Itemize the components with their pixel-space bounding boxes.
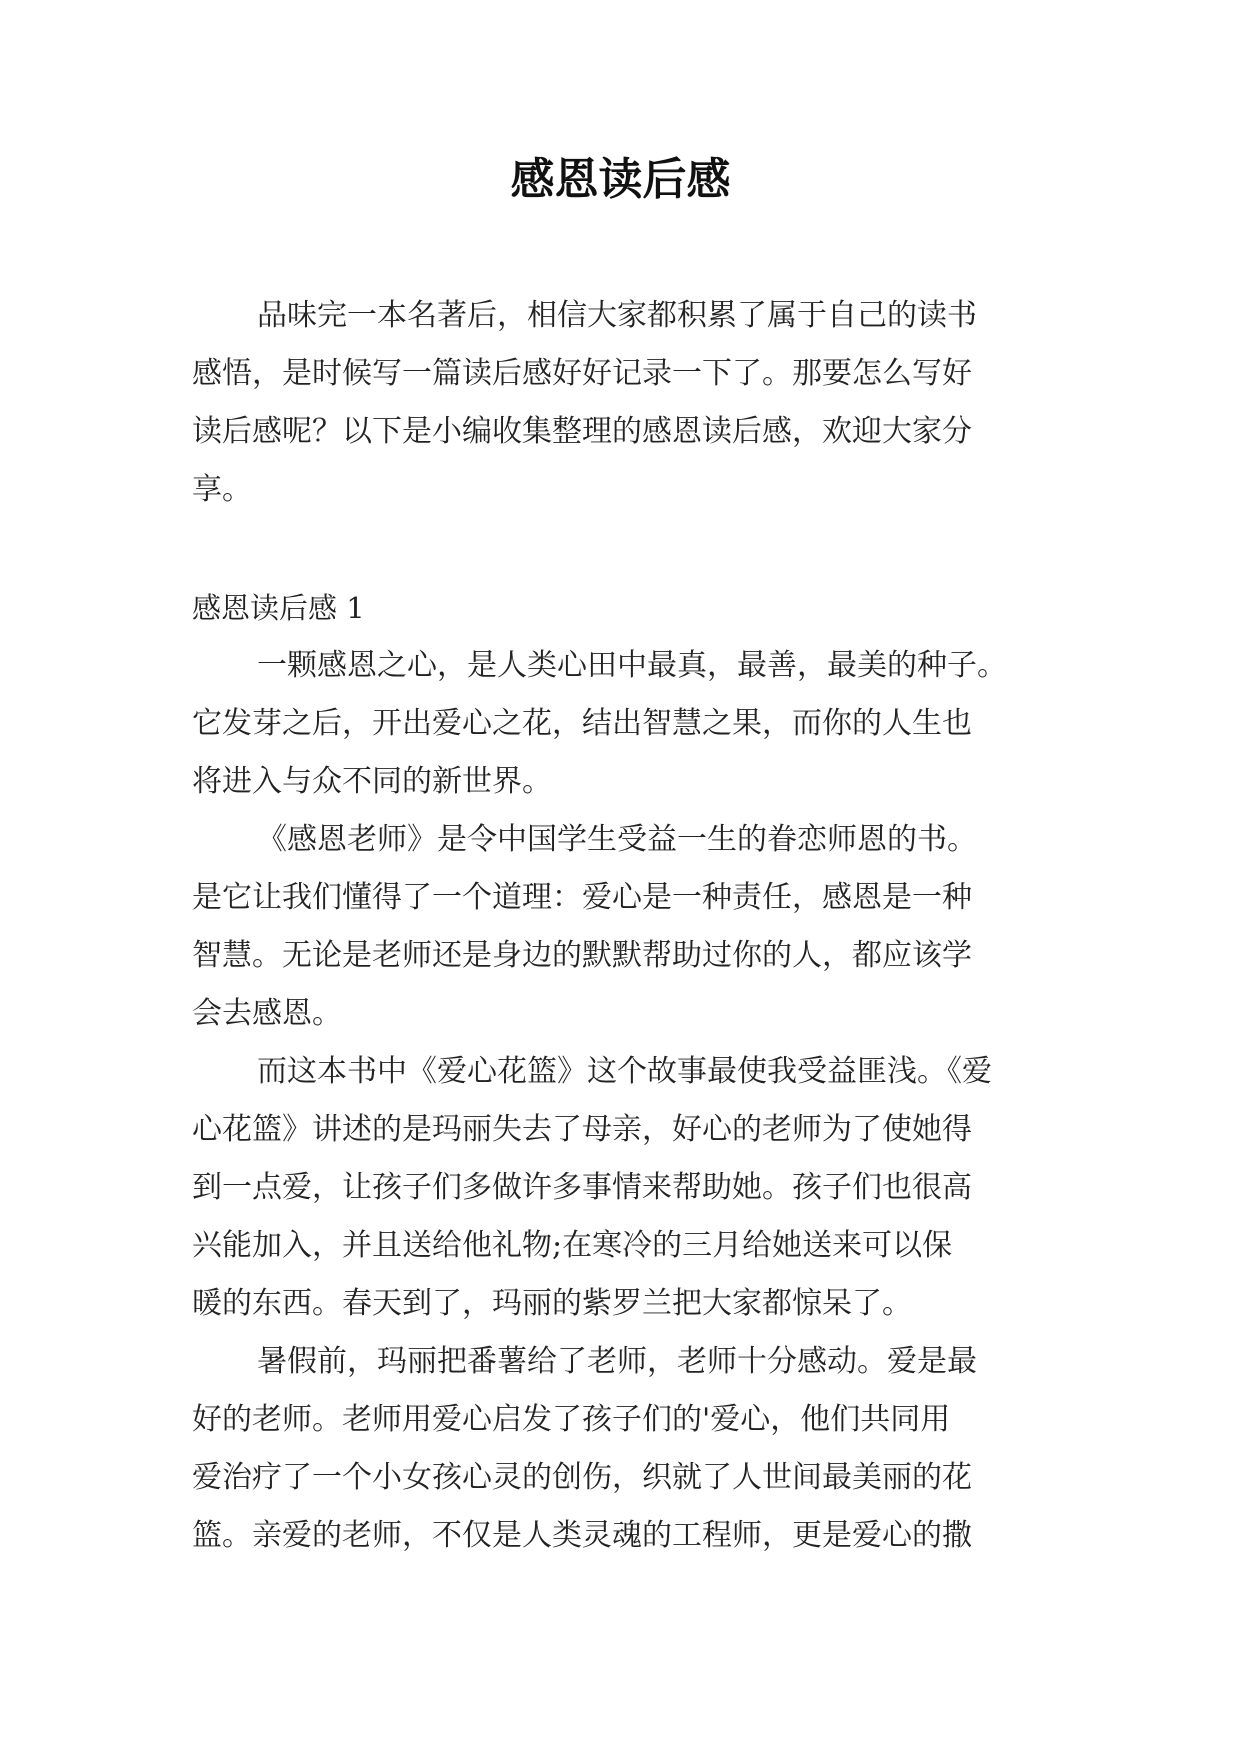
body-line: 篮。亲爱的老师，不仅是人类灵魂的工程师，更是爱心的撒 xyxy=(192,1518,972,1553)
body-line: 而这本书中《爱心花篮》这个故事最使我受益匪浅。《爱 xyxy=(257,1054,992,1089)
body-line: 好的老师。老师用爱心启发了孩子们的'爱心，他们共同用 xyxy=(192,1402,951,1437)
body-line: 到一点爱，让孩子们多做许多事情来帮助她。孩子们也很高 xyxy=(192,1170,972,1205)
body-line: 爱治疗了一个小女孩心灵的创伤，织就了人世间最美丽的花 xyxy=(192,1460,972,1495)
body-line: 将进入与众不同的新世界。 xyxy=(192,764,552,799)
intro-line: 读后感呢？以下是小编收集整理的感恩读后感，欢迎大家分 xyxy=(192,414,972,449)
document-title: 感恩读后感 xyxy=(510,154,731,205)
body-line: 《感恩老师》是令中国学生受益一生的眷恋师恩的书。 xyxy=(257,822,977,857)
body-line: 智慧。无论是老师还是身边的默默帮助过你的人，都应该学 xyxy=(192,938,972,973)
body-line: 它发芽之后，开出爱心之花，结出智慧之果，而你的人生也 xyxy=(192,706,972,741)
intro-line: 品味完一本名著后，相信大家都积累了属于自己的读书 xyxy=(257,298,977,333)
body-line: 暑假前，玛丽把番薯给了老师，老师十分感动。爱是最 xyxy=(257,1344,977,1379)
intro-line: 感悟，是时候写一篇读后感好好记录一下了。那要怎么写好 xyxy=(192,356,972,391)
body-line: 一颗感恩之心，是人类心田中最真，最善，最美的种子。 xyxy=(257,648,1007,683)
body-line: 心花篮》讲述的是玛丽失去了母亲，好心的老师为了使她得 xyxy=(192,1112,972,1147)
section-heading: 感恩读后感 1 xyxy=(192,591,365,625)
body-line: 暖的东西。春天到了，玛丽的紫罗兰把大家都惊呆了。 xyxy=(192,1286,912,1321)
body-line: 是它让我们懂得了一个道理：爱心是一种责任，感恩是一种 xyxy=(192,880,972,915)
body-line: 会去感恩。 xyxy=(192,996,342,1031)
intro-line: 享。 xyxy=(192,472,252,507)
body-line: 兴能加入，并且送给他礼物;在寒冷的三月给她送来可以保 xyxy=(192,1228,953,1263)
